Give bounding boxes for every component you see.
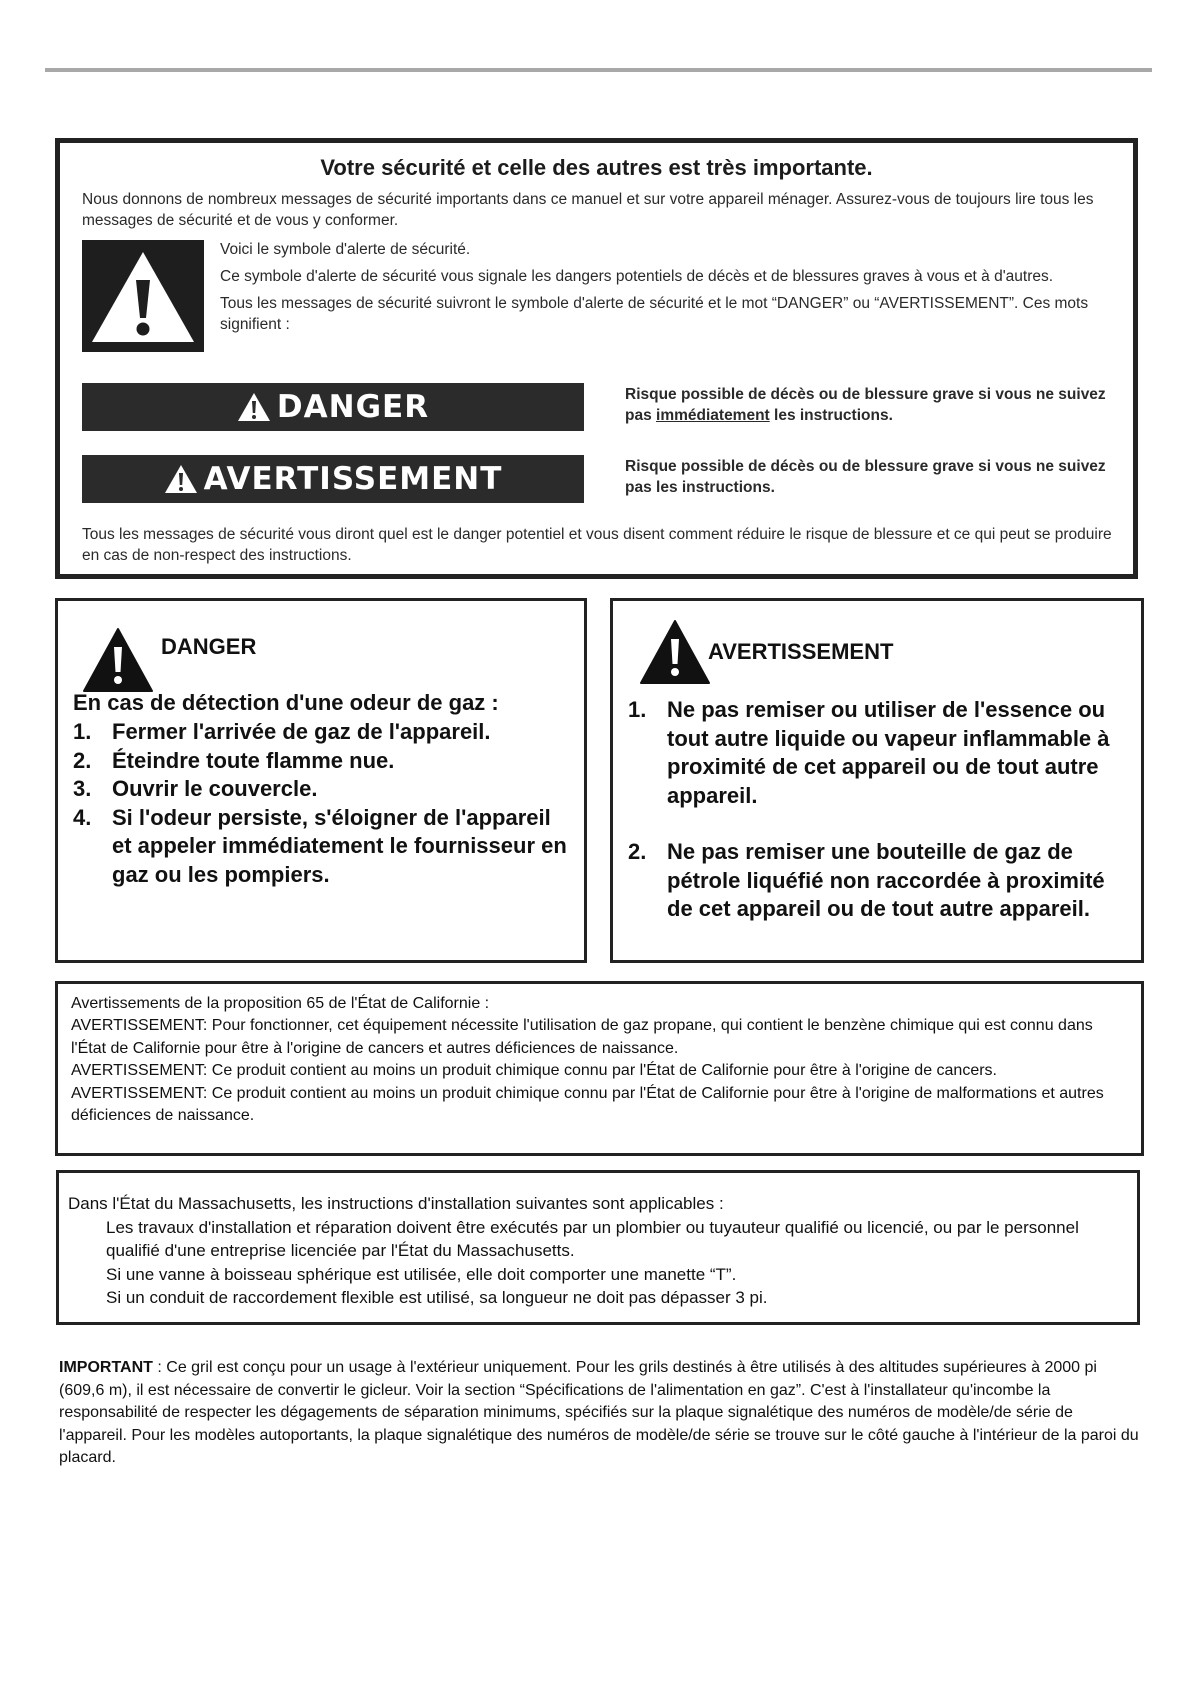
danger-signal-label: DANGER (276, 389, 430, 425)
important-label: IMPORTANT (59, 1359, 153, 1376)
warning-alert-icon (164, 464, 198, 494)
important-note (59, 1357, 1139, 1470)
warning-signal-description: Risque possible de décès ou de blessure grave si vous ne suivez pas les instructions. (625, 458, 1106, 496)
danger-list (73, 718, 573, 889)
list-item: 2. Ne pas remiser une bouteille de gaz de pétrole liquéfié non raccordée à proximité de cet appareil ou de tout autre appareil. (628, 839, 1105, 921)
prop65-text (71, 993, 1131, 1127)
massachusetts-text (68, 1192, 1133, 1310)
list-item: 4. Si l'odeur persiste, s'éloigner de l'appareil et appeler immédiatement le fournisseur en gaz ou les pompiers. (73, 804, 567, 887)
top-rule (45, 68, 1152, 72)
danger-signal-bar (82, 383, 584, 431)
warning-heading: AVERTISSEMENT (708, 639, 894, 664)
danger-alert-icon (237, 392, 271, 422)
symbol-line: Voici le symbole d'alerte de sécurité. (220, 241, 471, 258)
danger-box (55, 598, 587, 963)
emphasis-underline: immédiatement (656, 407, 770, 424)
safety-info-box (55, 138, 1138, 579)
list-item: 3. Ouvrir le couvercle. (73, 776, 318, 801)
danger-heading: DANGER (161, 634, 257, 659)
list-item: 1. Fermer l'arrivée de gaz de l'appareil. (73, 719, 491, 744)
danger-subtitle: En cas de détection d'une odeur de gaz : (73, 690, 499, 715)
warning-signal-bar (82, 455, 584, 503)
list-item: 2. Éteindre toute flamme nue. (73, 747, 395, 773)
warning-box (610, 598, 1144, 963)
signal-words-line: Tous les messages de sécurité suivront le symbole d'alerte de sécurité et le mot “DANGER” ou “AVERTISSEMENT”. Ces mots signifient : (220, 295, 1089, 333)
warning-list (628, 696, 1133, 924)
safety-intro: Nous donnons de nombreux messages de sécurité importants dans ce manuel et sur votre appareil ménager. Assurez-vous de toujours lire tous les messages de sécurité et de vous y conformer. (82, 191, 1094, 229)
warning-signal-label: AVERTISSEMENT (203, 461, 503, 497)
danger-signal-description: Risque possible de décès ou de blessure grave si vous ne suivez pas immédiatement les instructions. (625, 386, 1106, 424)
safety-footer: Tous les messages de sécurité vous diront quel est le danger potentiel et vous disent comment réduire le risque de blessure et ce qui peut se produire en cas de non-respect des instructions. (82, 526, 1112, 564)
massachusetts-rule: Si un conduit de raccordement flexible est utilisé, sa longueur ne doit pas dépasser 3 pi. (106, 1288, 768, 1307)
important-text: : Ce gril est conçu pour un usage à l'extérieur uniquement. Pour les grils destinés à être utilisés à des altitudes supérieures à 2000 pi (609,6 m), il est nécessaire de convertir le gicleur. Voir la section “Spécifications de l'alimentation en gaz”. C'est à l'installateur qu'incombe la responsabilité de respecter les dégagements de séparation minimums, spécifiés sur la plaque signalétique des numéros de modèle/de série de l'appareil. Pour les modèles autoportants, la plaque signalétique des numéros de modèle/de série se trouve sur le côté gauche à l'intérieur de la paroi du placard. (59, 1359, 1139, 1466)
prop65-warning: AVERTISSEMENT: Ce produit contient au moins un produit chimique connu par l'État de Californie pour être à l'origine de malformations et autres déficiences de naissance. (71, 1084, 1104, 1125)
massachusetts-box (56, 1170, 1140, 1325)
massachusetts-rule: Les travaux d'installation et réparation doivent être exécutés par un plombier ou tuyauteur qualifié ou licencié, ou par le personnel qualifié d'une entreprise licenciée par l'État du Massachusetts. (106, 1217, 1079, 1260)
massachusetts-rule: Si une vanne à boisseau sphérique est utilisée, elle doit comporter une manette “T”. (106, 1264, 737, 1284)
danger-alert-icon (82, 627, 154, 693)
alert-explanation (220, 239, 1120, 341)
prop65-warning: AVERTISSEMENT: Pour fonctionner, cet équipement nécessite l'utilisation de gaz propane, qui contient le benzène chimique qui est connu dans l'État de Californie pour être à l'origine de cancers et autres déficiences de naissance. (71, 1017, 1093, 1057)
list-item: 1. Ne pas remiser ou utiliser de l'essence ou tout autre liquide ou vapeur inflammable à proximité de cet appareil ou de tout autre appareil. (628, 697, 1110, 808)
symbol-meaning: Ce symbole d'alerte de sécurité vous signale les dangers potentiels de décès et de blessures graves à vous et à d'autres. (220, 268, 1054, 285)
prop65-title: Avertissements de la proposition 65 de l'État de Californie : (71, 995, 490, 1012)
prop65-box (55, 981, 1144, 1156)
prop65-warning: AVERTISSEMENT: Ce produit contient au moins un produit chimique connu par l'État de Californie pour être à l'origine de cancers. (71, 1062, 997, 1080)
warning-alert-icon (639, 619, 711, 685)
safety-title: Votre sécurité et celle des autres est très importante. (320, 155, 873, 180)
safety-alert-icon (82, 240, 204, 352)
massachusetts-intro: Dans l'État du Massachusetts, les instructions d'installation suivantes sont applicables : (68, 1194, 724, 1213)
